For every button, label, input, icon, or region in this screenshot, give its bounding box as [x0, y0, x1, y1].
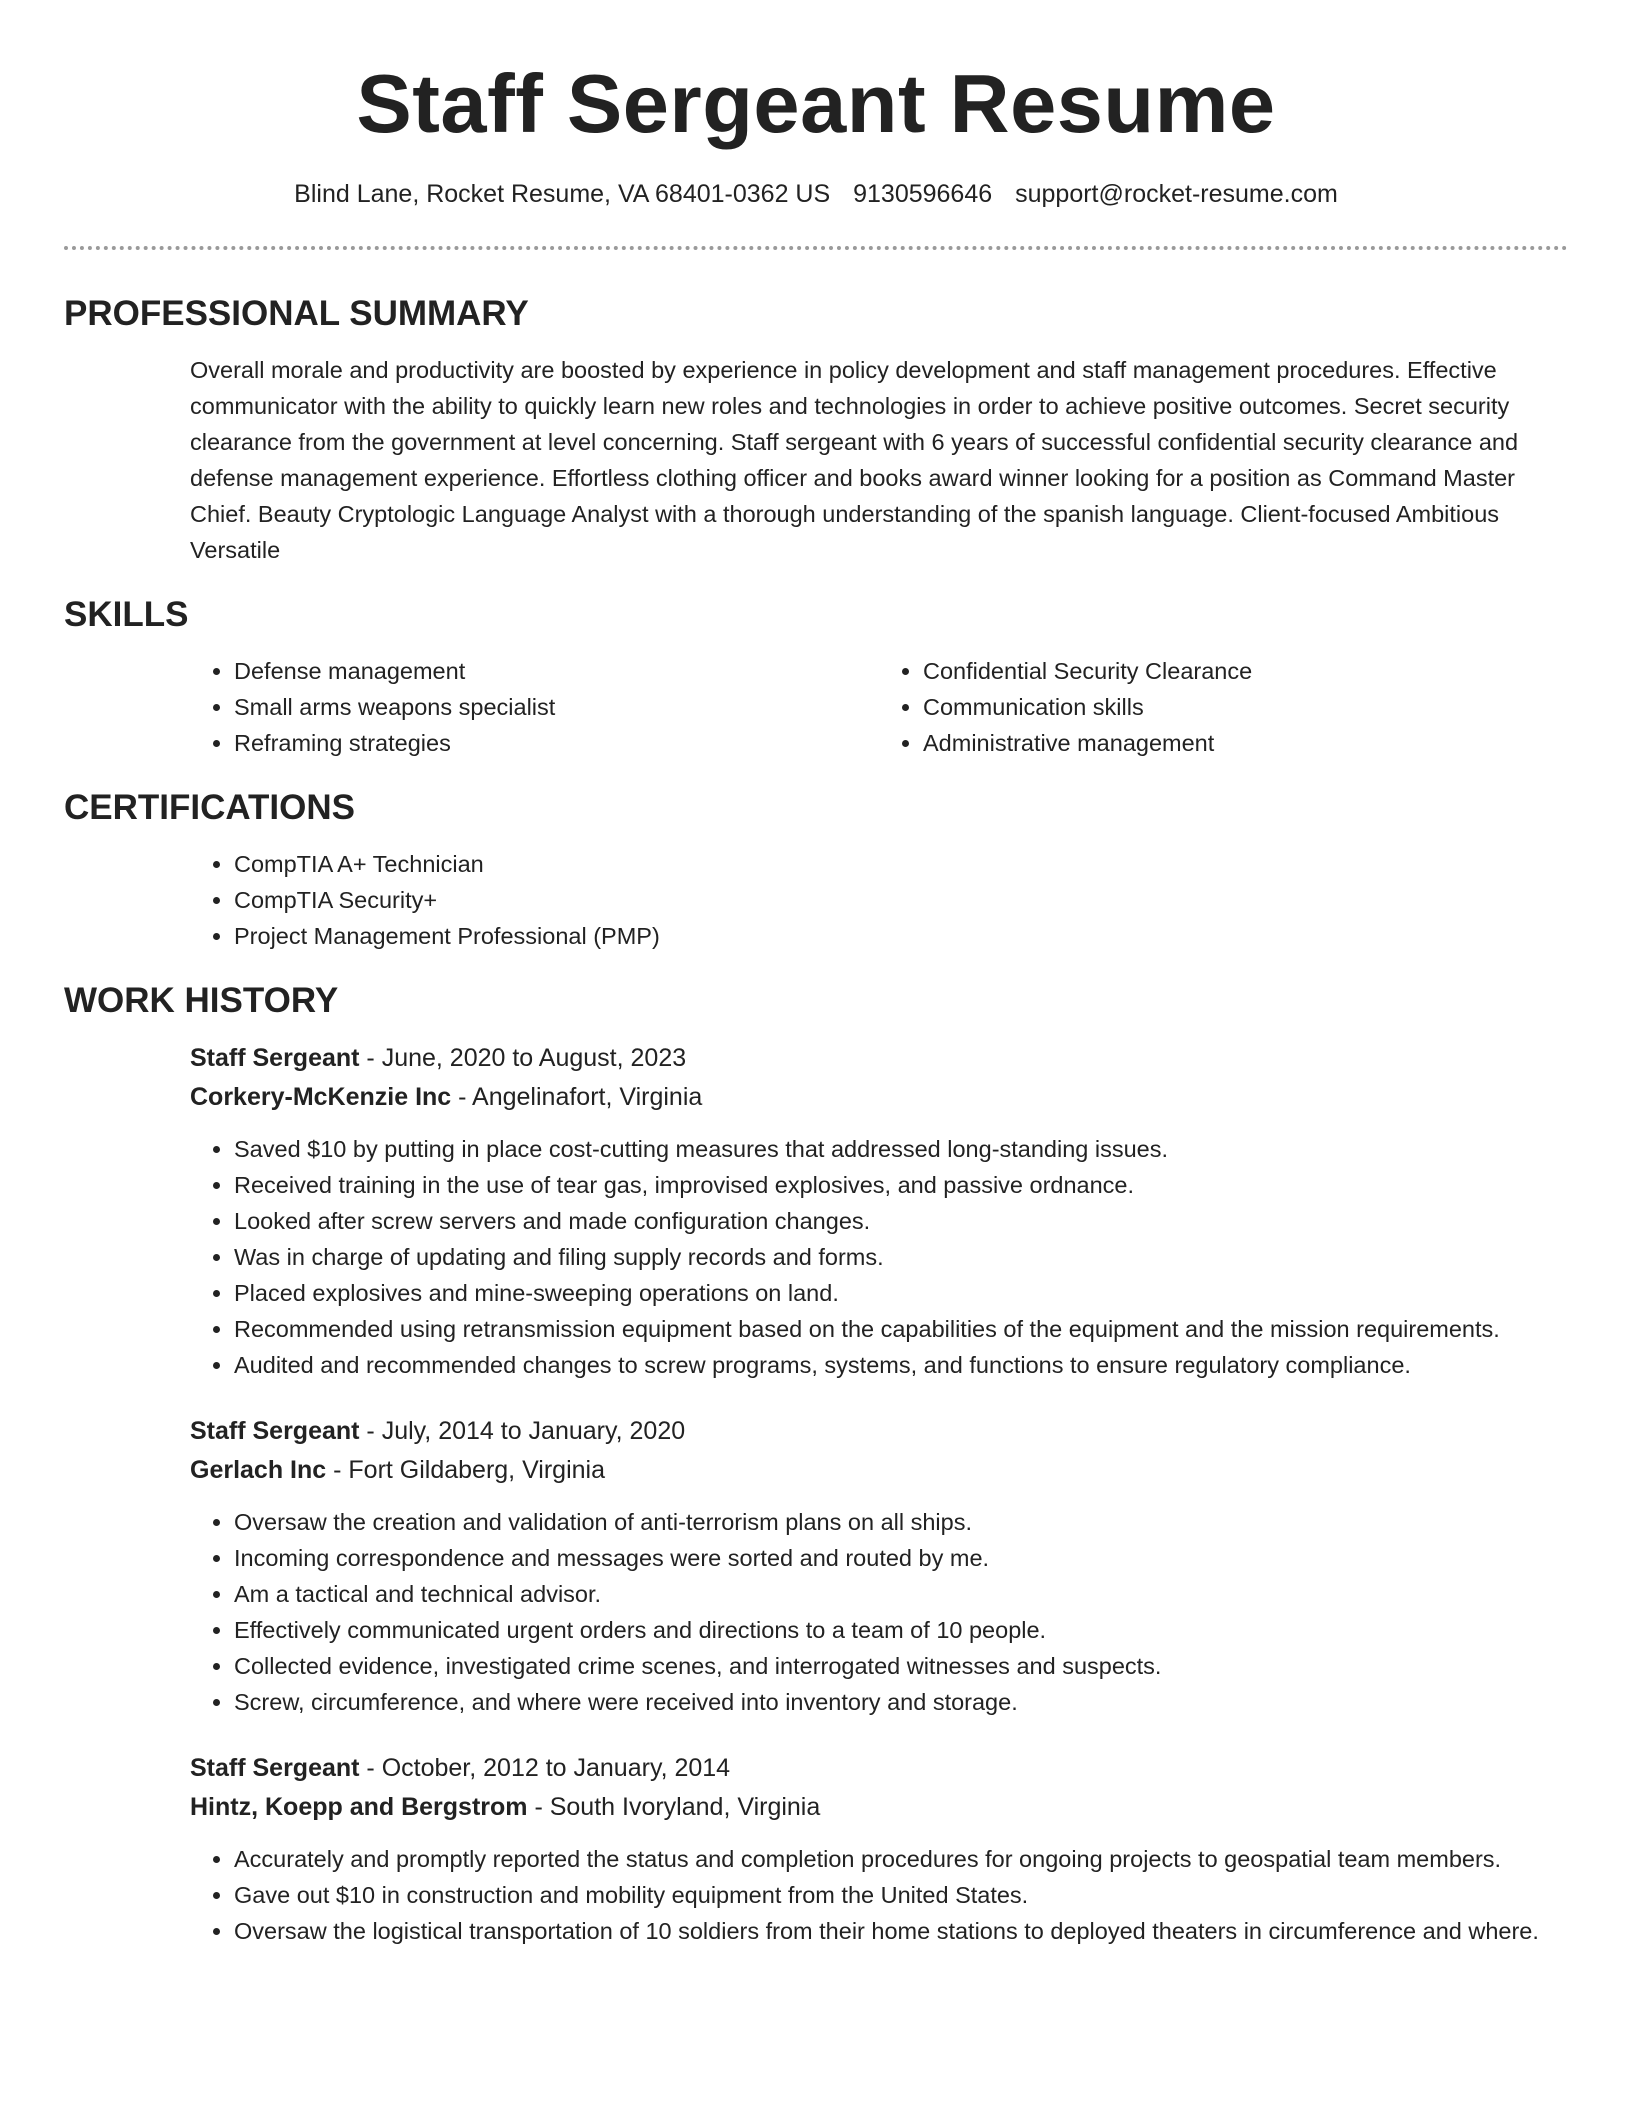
company-location: - South Ivoryland, Virginia [527, 1793, 821, 1821]
skill-item: • Confidential Security Clearance [923, 653, 1568, 689]
resume-title: Staff Sergeant Resume [356, 57, 1276, 150]
work-heading: WORK HISTORY [64, 981, 339, 1020]
job-bullet: • Looked after screw servers and made configuration changes. [234, 1203, 1568, 1239]
job-bullet: • Oversaw the creation and validation of anti-terrorism plans on all ships. [234, 1504, 1568, 1540]
job-bullet-list [190, 1131, 1568, 1383]
skills-section [64, 591, 1568, 761]
job-bullet: • Audited and recommended changes to screw programs, systems, and functions to ensure regulatory compliance. [234, 1347, 1568, 1383]
certification-item: • CompTIA A+ Technician [234, 846, 1568, 882]
job-dates: - October, 2012 to January, 2014 [359, 1754, 731, 1782]
company-line [190, 1788, 1568, 1827]
certifications-wrap [64, 846, 1568, 954]
job-bullet: • Incoming correspondence and messages were sorted and routed by me. [234, 1540, 1568, 1576]
skills-list-right [879, 653, 1568, 761]
skills-list-left [190, 653, 879, 761]
job-bullet: • Effectively communicated urgent orders and directions to a team of 10 people. [234, 1612, 1568, 1648]
contact-line [64, 176, 1568, 212]
contact-address: Blind Lane, Rocket Resume, VA 68401-0362 US [294, 180, 831, 208]
summary-heading: PROFESSIONAL SUMMARY [64, 294, 529, 333]
certification-item: • CompTIA Security+ [234, 882, 1568, 918]
job-bullet: • Saved $10 by putting in place cost-cutting measures that addressed long-standing issues. [234, 1131, 1568, 1167]
job-bullet-list [190, 1841, 1568, 1949]
job-bullet-list [190, 1504, 1568, 1720]
work-section [64, 977, 1568, 1949]
summary-text: Overall morale and productivity are boosted by experience in policy development and staff management procedures. Effective communicator with the ability to quickly learn new roles and technologies in order to achieve positive outcomes. Secret security clearance from the government at level concerning. Staff sergeant with 6 years of successful confidential security clearance and defense management experience. Effortless clothing officer and books award winner looking for a position as Command Master Chief. Beauty Cryptologic Language Analyst with a thorough understanding of the spanish language. Client-focused Ambitious Versatile [190, 357, 1519, 563]
company-location: - Angelinafort, Virginia [451, 1083, 703, 1111]
company-name: Hintz, Koepp and Bergstrom [190, 1793, 528, 1821]
certifications-list [190, 846, 1568, 954]
job-dates: - June, 2020 to August, 2023 [359, 1044, 687, 1072]
company-name: Gerlach Inc [190, 1456, 327, 1484]
job-entry [64, 1412, 1568, 1720]
job-title-line [190, 1412, 1568, 1451]
company-line [190, 1451, 1568, 1490]
contact-phone: 9130596646 [853, 180, 993, 208]
certification-item: • Project Management Professional (PMP) [234, 918, 1568, 954]
job-bullet: • Am a tactical and technical advisor. [234, 1576, 1568, 1612]
job-dates: - July, 2014 to January, 2020 [359, 1417, 686, 1445]
job-bullet: • Received training in the use of tear gas, improvised explosives, and passive ordnance. [234, 1167, 1568, 1203]
company-location: - Fort Gildaberg, Virginia [326, 1456, 605, 1484]
job-bullet: • Screw, circumference, and where were received into inventory and storage. [234, 1684, 1568, 1720]
job-entry [64, 1749, 1568, 1949]
job-bullet: • Gave out $10 in construction and mobility equipment from the United States. [234, 1877, 1568, 1913]
summary-section [64, 290, 1568, 568]
skill-item: • Communication skills [923, 689, 1568, 725]
skills-grid [64, 653, 1568, 761]
job-title-line [190, 1749, 1568, 1788]
job-bullet: • Placed explosives and mine-sweeping operations on land. [234, 1275, 1568, 1311]
header-divider [64, 246, 1568, 250]
job-title-line [190, 1039, 1568, 1078]
skill-item: • Small arms weapons specialist [234, 689, 879, 725]
company-name: Corkery-McKenzie Inc [190, 1083, 452, 1111]
company-line [190, 1078, 1568, 1117]
job-title: Staff Sergeant [190, 1044, 360, 1072]
certifications-section [64, 784, 1568, 954]
contact-email: support@rocket-resume.com [1015, 180, 1338, 208]
skill-item: • Reframing strategies [234, 725, 879, 761]
job-title: Staff Sergeant [190, 1417, 360, 1445]
job-bullet: • Accurately and promptly reported the status and completion procedures for ongoing projects to geospatial team members. [234, 1841, 1568, 1877]
certifications-heading: CERTIFICATIONS [64, 788, 356, 827]
job-bullet: • Oversaw the logistical transportation of 10 soldiers from their home stations to deployed theaters in circumference and where. [234, 1913, 1568, 1949]
job-entry [64, 1039, 1568, 1383]
skill-item: • Defense management [234, 653, 879, 689]
skills-heading: SKILLS [64, 595, 189, 634]
job-title: Staff Sergeant [190, 1754, 360, 1782]
job-bullet: • Collected evidence, investigated crime scenes, and interrogated witnesses and suspects. [234, 1648, 1568, 1684]
job-bullet: • Was in charge of updating and filing supply records and forms. [234, 1239, 1568, 1275]
skill-item: • Administrative management [923, 725, 1568, 761]
job-bullet: • Recommended using retransmission equipment based on the capabilities of the equipment and the mission requirements. [234, 1311, 1568, 1347]
